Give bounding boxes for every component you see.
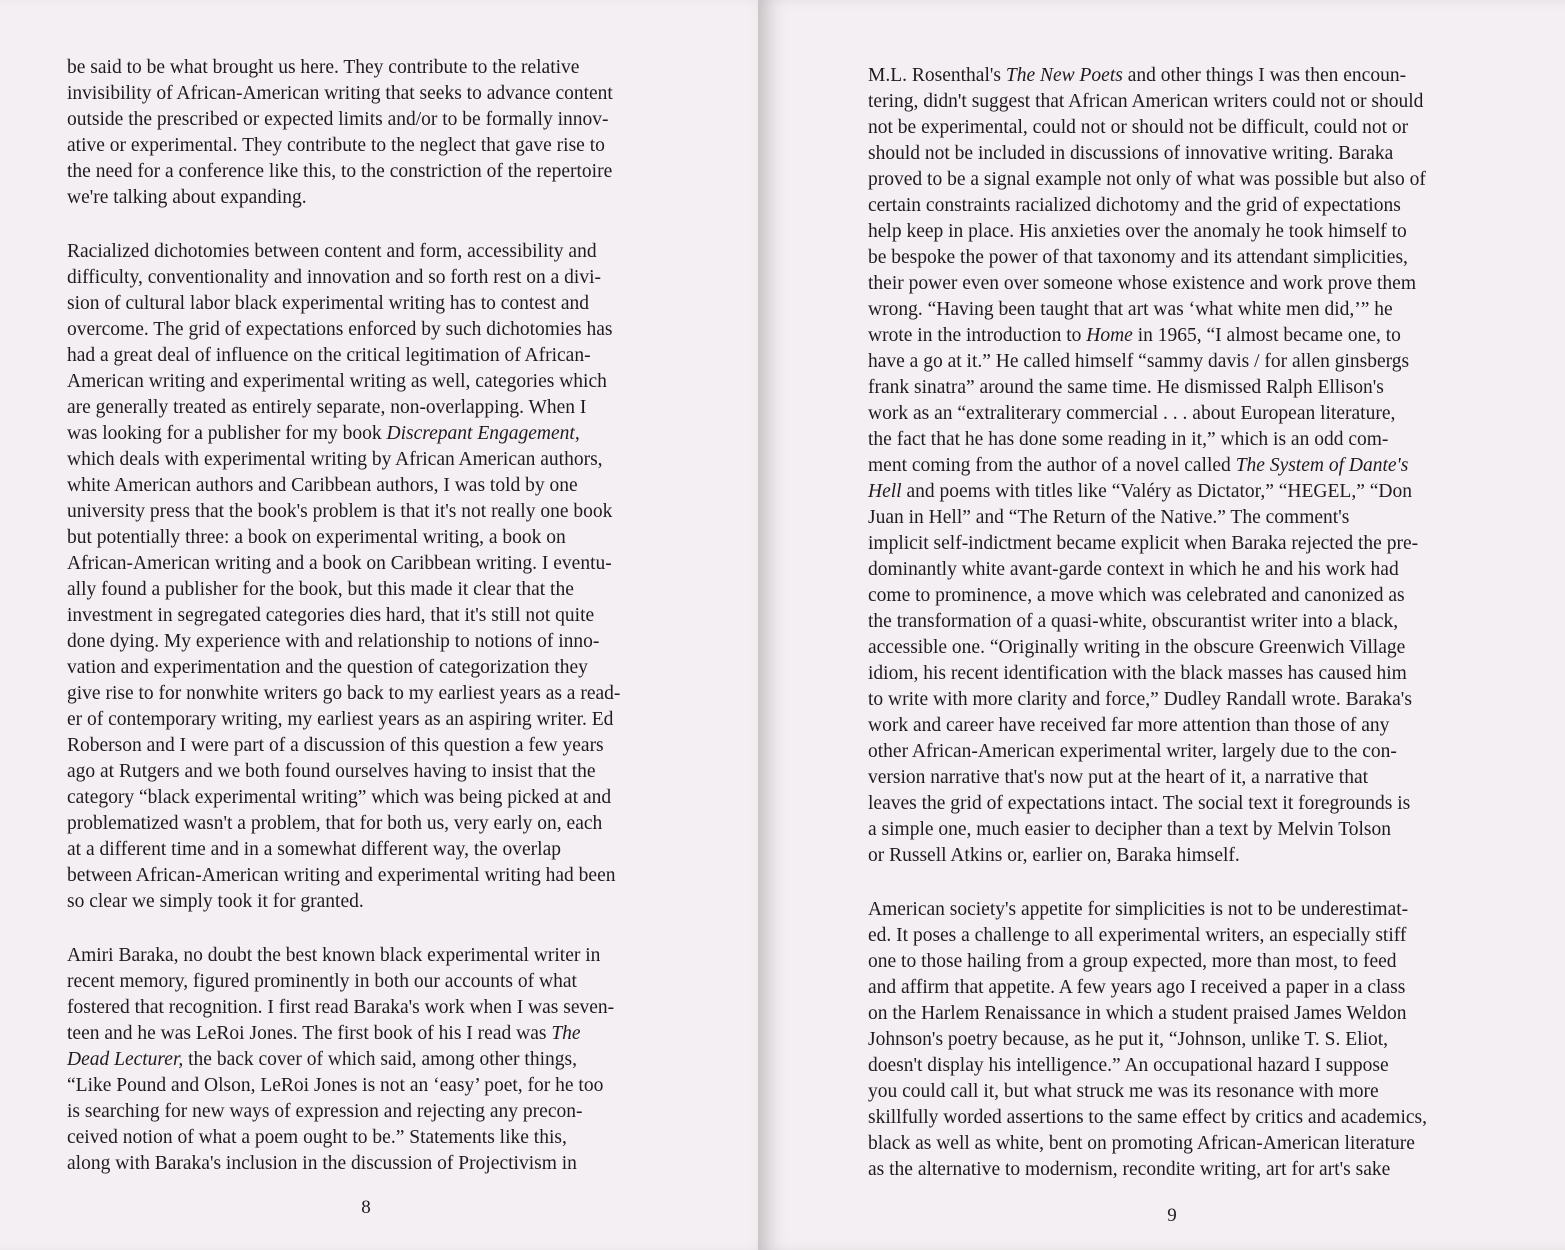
text-line: problematized wasn't a problem, that for both us, very early on, each (67, 813, 603, 834)
text-line: overcome. The grid of expectations enforced by such dichotomies has (67, 319, 613, 340)
text-line: vation and experimentation and the question of categorization they (67, 657, 588, 678)
text-line: to write with more clarity and force,” Dudley Randall wrote. Baraka's (868, 689, 1412, 710)
text-line: wrong. “Having been taught that art was ‘what white men did,’” he (868, 299, 1393, 320)
book-title: The System of Dante's (1235, 455, 1409, 476)
text-line: at a different time and in a somewhat different way, the overlap (67, 839, 561, 860)
text-line: along with Baraka's inclusion in the discussion of Projectivism in (67, 1153, 577, 1174)
text-line (868, 63, 1466, 89)
text-line: certain constraints racialized dichotomy and the grid of expectations (868, 195, 1401, 216)
text-line: work and career have received far more attention than those of any (868, 715, 1390, 736)
text-line: “Like Pound and Olson, LeRoi Jones is not an ‘easy’ poet, for he too (67, 1075, 604, 1096)
text-line: category “black experimental writing” which was being picked at and (67, 787, 612, 808)
book-title: Home (1086, 325, 1133, 346)
text-line: their power even over someone whose existence and work prove them (868, 273, 1416, 294)
text-line: ago at Rutgers and we both found ourselves having to insist that the (67, 761, 596, 782)
text-line: had a great deal of influence on the critical legitimation of African- (67, 345, 591, 366)
text-line (67, 1047, 661, 1073)
text-line: the fact that he has done some reading in it,” which is an odd com- (868, 429, 1389, 450)
text-line: on the Harlem Renaissance in which a student praised James Weldon (868, 1003, 1407, 1024)
text-line: er of contemporary writing, my earliest years as an aspiring writer. Ed (67, 709, 614, 730)
text-line: idiom, his recent identification with the black masses has caused him (868, 663, 1407, 684)
text-line: leaves the grid of expectations intact. The social text it foregrounds is (868, 793, 1411, 814)
text-line: outside the prescribed or expected limits and/or to be formally innov- (67, 109, 609, 130)
text-segment: ment coming from the author of a novel called (868, 455, 1236, 476)
text-line: ceived notion of what a poem ought to be.” Statements like this, (67, 1127, 567, 1148)
left-page-text (67, 55, 661, 1177)
paragraph (868, 63, 1466, 869)
text-line: accessible one. “Originally writing in the obscure Greenwich Village (868, 637, 1406, 658)
text-line: or Russell Atkins or, earlier on, Baraka himself. (868, 845, 1240, 866)
text-line: Roberson and I were part of a discussion of this question a few years (67, 735, 604, 756)
text-segment: M.L. Rosenthal's (868, 65, 1006, 86)
text-line: we're talking about expanding. (67, 187, 307, 208)
text-line: but potentially three: a book on experimental writing, a book on (67, 527, 566, 548)
text-segment: in 1965, “I almost became one, to (1132, 325, 1401, 346)
text-line: as the alternative to modernism, recondite writing, art for art's sake (868, 1159, 1391, 1180)
text-line: black as well as white, bent on promoting African-American literature (868, 1133, 1415, 1154)
left-page-number: 8 (361, 1197, 371, 1218)
book-title: Dead Lecturer, (67, 1049, 184, 1070)
left-page (0, 0, 772, 1250)
text-line: white American authors and Caribbean authors, I was told by one (67, 475, 578, 496)
paragraph (67, 239, 661, 915)
text-line: Johnson's poetry because, as he put it, “Johnson, unlike T. S. Eliot, (868, 1029, 1389, 1050)
text-line: dominantly white avant-garde context in which he and his work had (868, 559, 1399, 580)
text-line: which deals with experimental writing by African American authors, (67, 449, 603, 470)
text-line: ally found a publisher for the book, but this made it clear that the (67, 579, 574, 600)
text-line: not be experimental, could not or should not be difficult, could not or (868, 117, 1409, 138)
text-line: so clear we simply took it for granted. (67, 891, 364, 912)
text-line: one to those hailing from a group expected, more than most, to feed (868, 951, 1397, 972)
text-line (67, 1021, 661, 1047)
book-title: Discrepant Engagement, (386, 423, 580, 444)
text-line: proved to be a signal example not only of what was possible but also of (868, 169, 1426, 190)
text-line: a simple one, much easier to decipher than a text by Melvin Tolson (868, 819, 1392, 840)
text-line: investment in segregated categories dies hard, that it's still not quite (67, 605, 595, 626)
text-line: between African-American writing and experimental writing had been (67, 865, 616, 886)
text-segment: was looking for a publisher for my book (67, 423, 387, 444)
text-line: is searching for new ways of expression and rejecting any precon- (67, 1101, 583, 1122)
text-line: work as an “extraliterary commercial . . . about European literature, (868, 403, 1396, 424)
text-line: give rise to for nonwhite writers go back to my earliest years as a read- (67, 683, 621, 704)
text-line: and affirm that appetite. A few years ago I received a paper in a class (868, 977, 1406, 998)
text-line: American society's appetite for simplicities is not to be underestimat- (868, 899, 1409, 920)
text-segment: teen and he was LeRoi Jones. The first book of his I read was (67, 1023, 552, 1044)
text-line: should not be included in discussions of innovative writing. Baraka (868, 143, 1394, 164)
text-segment: and poems with titles like “Valéry as Dictator,” “HEGEL,” “Don (901, 481, 1412, 502)
text-line (868, 479, 1466, 505)
book-title: Hell (868, 481, 902, 502)
text-line: ed. It poses a challenge to all experimental writers, an especially stiff (868, 925, 1407, 946)
text-line (868, 323, 1466, 349)
text-line: frank sinatra” around the same time. He dismissed Ralph Ellison's (868, 377, 1384, 398)
text-line: American writing and experimental writing as well, categories which (67, 371, 607, 392)
text-line (67, 421, 661, 447)
text-line: doesn't display his intelligence.” An occupational hazard I suppose (868, 1055, 1389, 1076)
text-line: African-American writing and a book on Caribbean writing. I eventu- (67, 553, 612, 574)
text-line: are generally treated as entirely separate, non-overlapping. When I (67, 397, 587, 418)
text-line: the need for a conference like this, to the constriction of the repertoire (67, 161, 613, 182)
text-segment: wrote in the introduction to (868, 325, 1087, 346)
text-line: fostered that recognition. I first read Baraka's work when I was seven- (67, 997, 615, 1018)
text-line: help keep in place. His anxieties over the anomaly he took himself to (868, 221, 1407, 242)
text-line: skillfully worded assertions to the same effect by critics and academics, (868, 1107, 1428, 1128)
right-page (760, 0, 1565, 1250)
text-line: version narrative that's now put at the heart of it, a narrative that (868, 767, 1369, 788)
book-title: The (551, 1023, 581, 1044)
text-line: invisibility of African-American writing that seeks to advance content (67, 83, 613, 104)
book-title: The New Poets (1005, 65, 1123, 86)
text-line: come to prominence, a move which was celebrated and canonized as (868, 585, 1405, 606)
text-segment: and other things I was then encoun- (1122, 65, 1407, 86)
text-line: sion of cultural labor black experimental writing has to contest and (67, 293, 590, 314)
text-line: university press that the book's problem is that it's not really one book (67, 501, 613, 522)
text-line: difficulty, conventionality and innovation and so forth rest on a divi- (67, 267, 601, 288)
text-line: Amiri Baraka, no doubt the best known black experimental writer in (67, 945, 601, 966)
text-line: be said to be what brought us here. They contribute to the relative (67, 57, 580, 78)
text-line: Juan in Hell” and “The Return of the Native.” The comment's (868, 507, 1350, 528)
text-line: other African-American experimental writer, largely due to the con- (868, 741, 1397, 762)
text-line: recent memory, figured prominently in both our accounts of what (67, 971, 577, 992)
paragraph (868, 897, 1466, 1183)
right-page-text (868, 63, 1466, 1183)
right-page-number: 9 (1167, 1205, 1177, 1226)
text-line (868, 453, 1466, 479)
paragraph (67, 943, 661, 1177)
text-line: ative or experimental. They contribute to the neglect that gave rise to (67, 135, 605, 156)
text-line: implicit self-indictment became explicit when Baraka rejected the pre- (868, 533, 1419, 554)
paragraph (67, 55, 661, 211)
text-line: you could call it, but what struck me was its resonance with more (868, 1081, 1379, 1102)
text-line: Racialized dichotomies between content and form, accessibility and (67, 241, 597, 262)
text-line: have a go at it.” He called himself “sammy davis / for allen ginsbergs (868, 351, 1410, 372)
text-line: tering, didn't suggest that African American writers could not or should (868, 91, 1424, 112)
text-line: be bespoke the power of that taxonomy and its attendant simplicities, (868, 247, 1408, 268)
text-line: the transformation of a quasi-white, obscurantist writer into a black, (868, 611, 1399, 632)
text-segment: the back cover of which said, among other things, (183, 1049, 577, 1070)
text-line: done dying. My experience with and relationship to notions of inno- (67, 631, 600, 652)
